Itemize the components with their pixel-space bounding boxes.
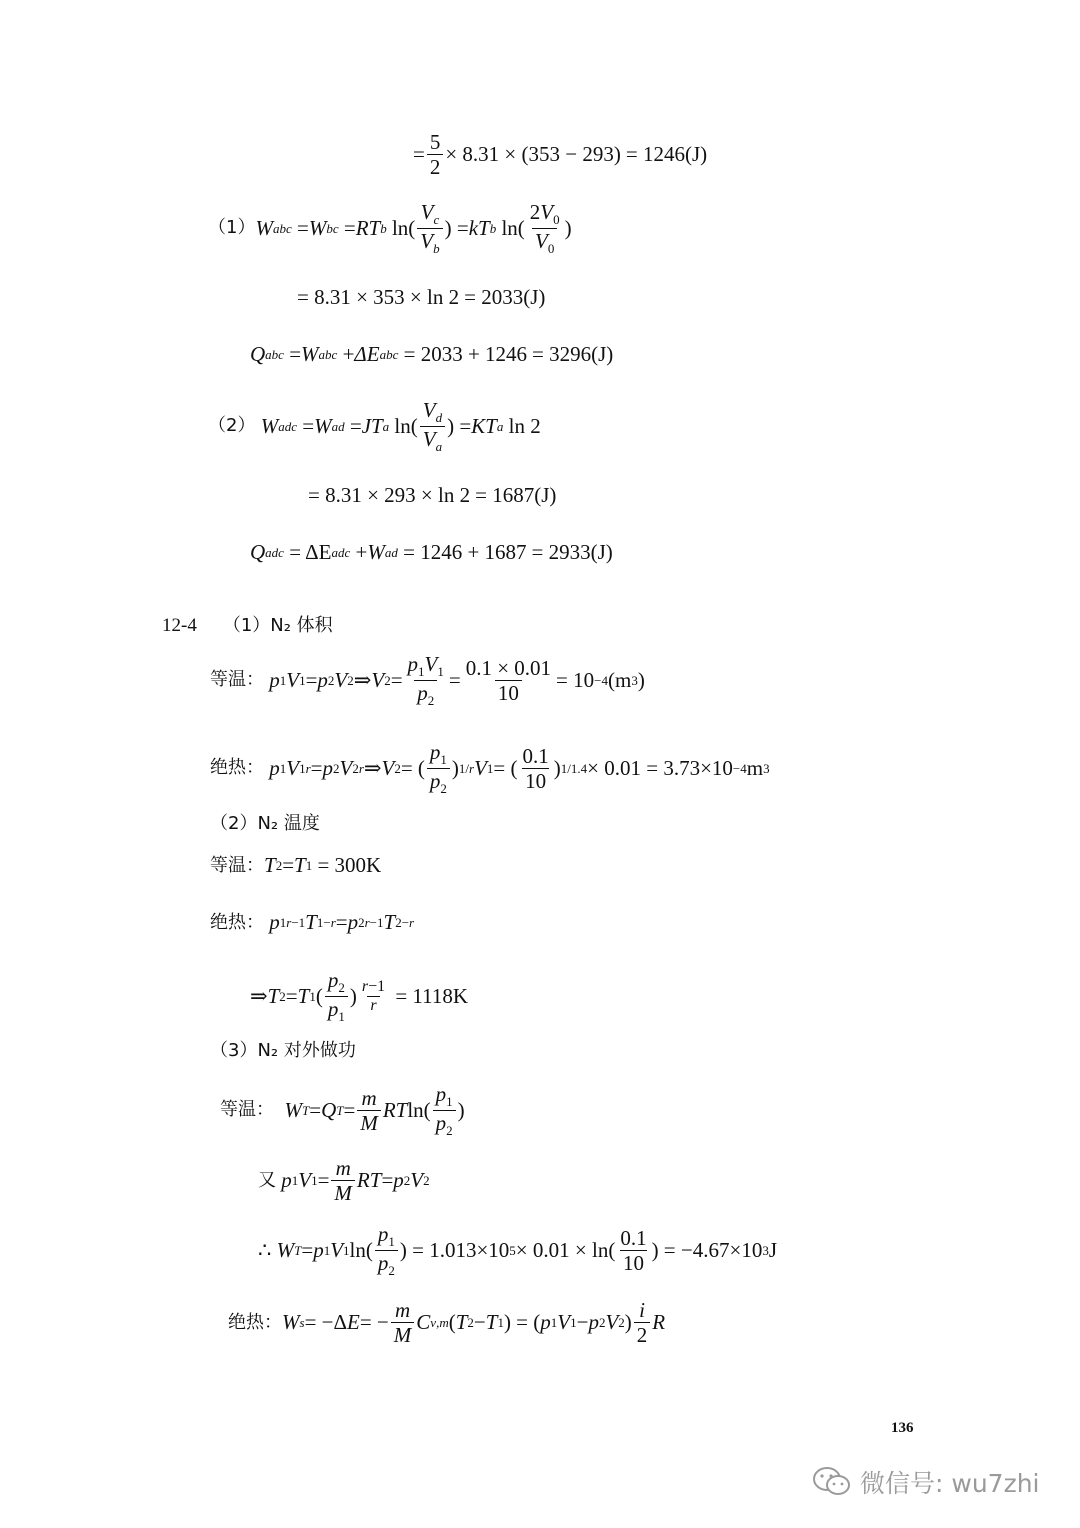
subquestion-1: （1）N₂ 体积 <box>222 614 333 636</box>
equation-line-12: ⇒ T 2 = T 1 ( $\frac{p_2}{p_1}$ ) $\frac{r-1}{r}$ = 1118K <box>250 968 469 1024</box>
equation-line-11: 绝热： p 1 r−1 T 1 −r = p 2 r−1 T 2 −r <box>210 910 415 934</box>
problem-header <box>162 616 333 635</box>
label-adiabatic-3: 绝热： <box>228 1311 282 1333</box>
label-isothermal: 等温： <box>210 669 264 691</box>
equation-line-8: 等温： p 1 V 1 = p 2 V 2 ⇒ V 2 = $\frac{p_1V_1}{p_2}$ = $\frac{0.1 \times 0.01}{10}$ = 10 −4 (m 3 ) <box>210 652 645 708</box>
result-t-iso: = 300K <box>317 853 382 877</box>
subquestion-3-line <box>210 1042 356 1060</box>
label-adiabatic: 绝热： <box>210 757 264 779</box>
page-number: 136 <box>891 1420 914 1436</box>
result-t-adia: = 1118K <box>395 983 469 1008</box>
wechat-icon <box>812 1465 852 1499</box>
equation-line-16: 绝热： W s = −Δ E = − $\frac{m}{M}$ C v,m ( T 2 − T 1 ) = ( p 1 V 1 − p 2 V 2 ) $\frac{i}{2}$ R <box>228 1298 666 1348</box>
result-2: = 2033(J) <box>464 285 546 309</box>
subquestion-3: （3）N₂ 对外做功 <box>210 1040 356 1061</box>
label-part-1: （1） <box>208 217 256 239</box>
result-1: = 1246(J) <box>625 142 708 167</box>
equation-line-1: = $\frac{5}{2}$ × 8.31 × (353 − 293) = 1246(J) <box>413 130 708 180</box>
equation-line-7: Q adc = ΔE adc + W ad = 1246 + 1687 = 2933(J) <box>250 540 613 564</box>
subquestion-2: （2）N₂ 温度 <box>210 813 320 834</box>
equation-line-15: ∴ W T = p 1 V 1 ln( $\frac{p_1}{p_2}$ ) = 1.013×10 5 × 0.01 × ln( $\frac{0.1}{10}$ ) = −4.67×10 3 J <box>258 1222 778 1278</box>
equation-line-9: 绝热： p 1 V 1 r = p 2 V 2 r ⇒ V 2 = ( $\frac{p_1}{p_2}$ ) 1/r V 1 = ( $\frac{0.1}{10}$ ) 1/1.4 × 0.01 = 3.73×10 −4 m 3 <box>210 740 770 796</box>
watermark-text: 微信号: wu7zhi <box>860 1469 1040 1498</box>
problem-number: 12-4 <box>162 615 197 636</box>
equation-line-2: （1） W abc = W bc = RT b ln( $\frac{V_c}{V_b}$ ) = kT b ln( $\frac{2V_0}{V_0}$ ) <box>208 200 572 256</box>
equation-line-3: = 8.31 × 353 × ln 2 = 2033(J) <box>297 285 546 309</box>
therefore-symbol: ∴ <box>258 1237 272 1262</box>
equation-line-4: Q abc = W abc + ΔE abc = 2033 + 1246 = 3296(J) <box>250 342 614 366</box>
label-part-2: （2） <box>208 415 256 437</box>
equation-line-13: 等温： W T = Q T = $\frac{m}{M}$ RT ln( $\frac{p_1}{p_2}$ ) <box>220 1082 465 1138</box>
watermark <box>812 1464 1039 1500</box>
label-isothermal-3: 等温： <box>220 1099 274 1121</box>
equation-line-6: = 8.31 × 293 × ln 2 = 1687(J) <box>308 483 557 507</box>
result-3: = 3296(J) <box>532 342 614 366</box>
label-adiabatic-2: 绝热： <box>210 911 264 933</box>
label-isothermal-2: 等温： <box>210 854 264 876</box>
equation-line-10: 等温： T 2 = T 1 = 300K <box>210 853 382 877</box>
subquestion-2-line <box>210 815 320 833</box>
equation-line-14: 又 p 1 V 1 = $\frac{m}{M}$ RT = p 2 V 2 <box>258 1156 430 1206</box>
label-you: 又 <box>258 1169 276 1191</box>
result-5: = 2933(J) <box>531 540 613 564</box>
equation-line-5: （2） W adc = W ad = JT a ln( $\frac{V_d}{V_a}$ ) = KT a ln 2 <box>208 398 541 454</box>
result-4: = 1687(J) <box>475 483 557 507</box>
